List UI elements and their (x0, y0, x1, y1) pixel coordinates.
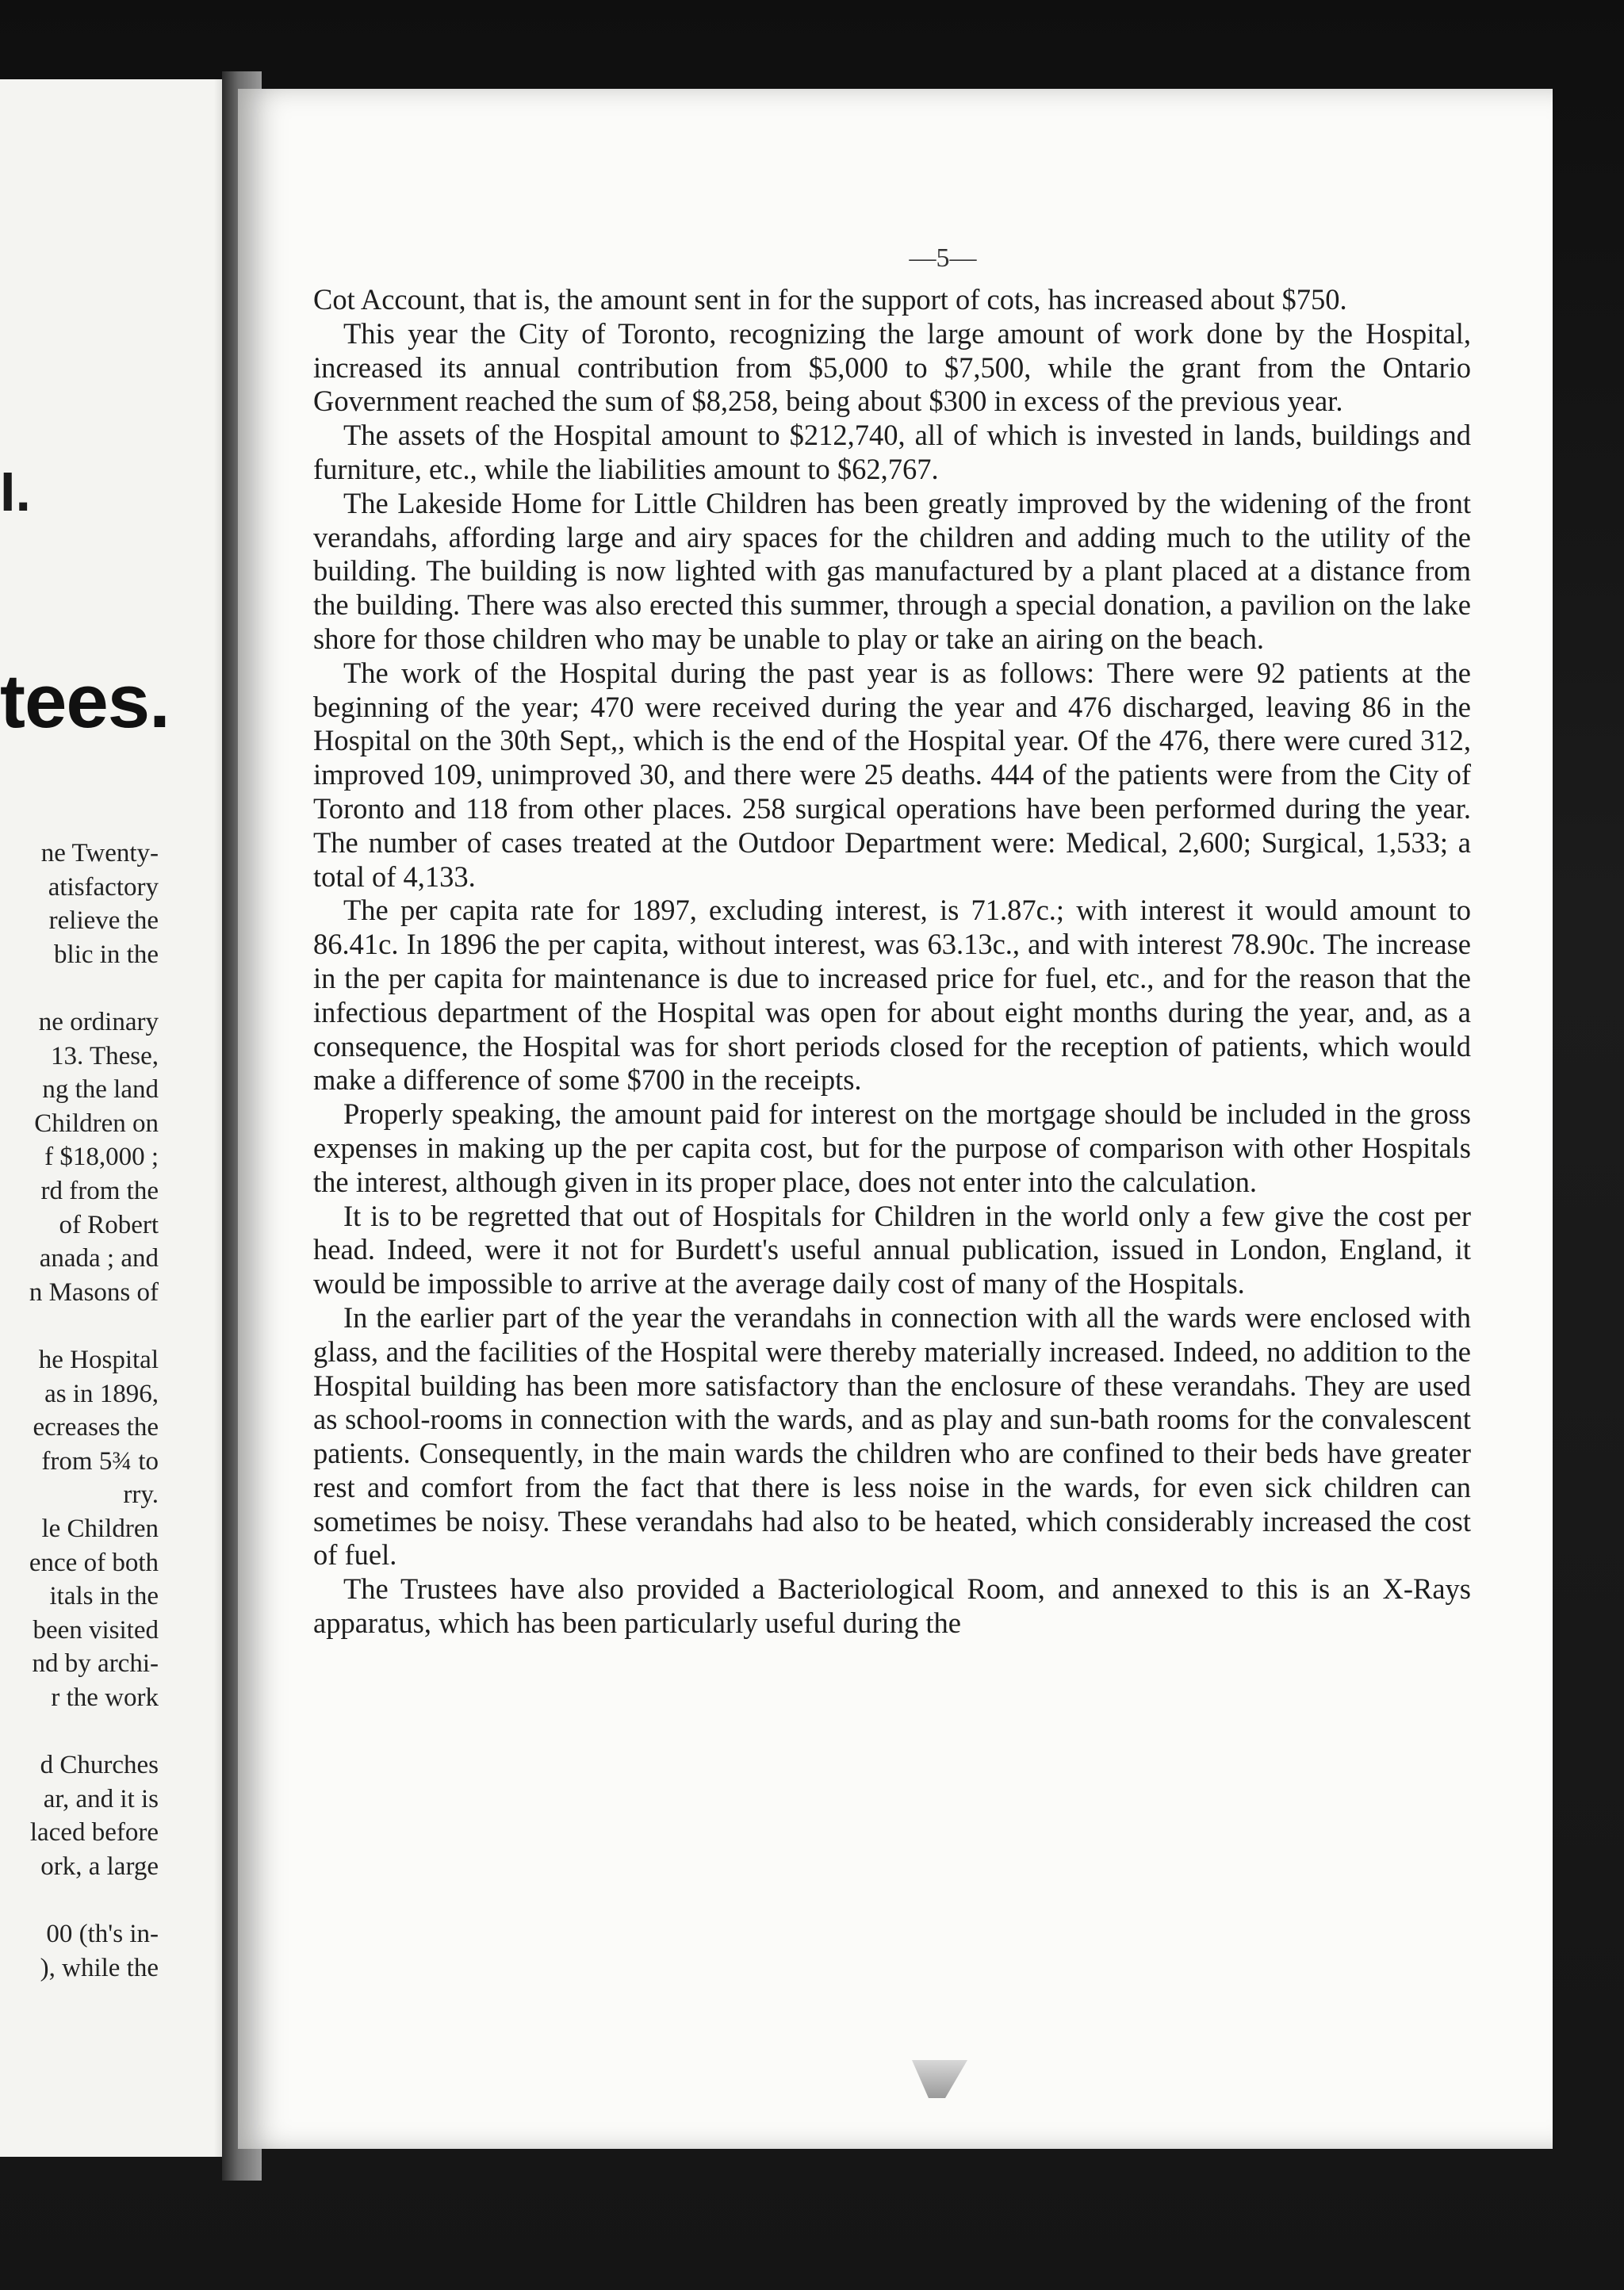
left-page-line: ne ordinary (38, 1008, 159, 1036)
left-page-line: ), while the (40, 1953, 159, 1982)
left-page-line: 00 (th's in- (46, 1920, 159, 1949)
paragraph: The Trustees have also provided a Bacteriological Room, and annexed to this is an X-Rays apparatus, which has been particularly useful during the (313, 1572, 1471, 1640)
left-page-line: r the work (51, 1683, 159, 1712)
paragraph: The Lakeside Home for Little Children has been greatly improved by the widening of the front verandahs, affording large and airy spaces for the children and adding much to the utility of the building. The building is now lighted with gas manufactured by a plant placed at a distance from the building. There was also erected this summer, through a special donation, a pavilion on the lake shore for those children who may be unable to play or take an airing on the beach. (313, 486, 1471, 655)
previous-page-fragment (0, 79, 238, 2157)
paragraph: This year the City of Toronto, recognizing the large amount of work done by the Hospital, increased its annual contribution from $5,000 to $7,500, while the grant from the Ontario Government reached the sum of $8,258, being about $300 in excess of the previous year. (313, 316, 1471, 418)
left-page-line: itals in the (49, 1582, 159, 1611)
left-page-line: rd from the (40, 1177, 159, 1205)
left-page-line: blic in the (54, 940, 159, 969)
paragraph: Properly speaking, the amount paid for interest on the mortgage should be included in the gross expenses in making up the per capita cost, but for the purpose of comparison with other Hospitals the interest, although given in its proper place, does not enter into the calculation. (313, 1097, 1471, 1198)
left-page-line: rry. (123, 1480, 159, 1510)
left-page-line: ar, and it is (43, 1784, 159, 1813)
page-body (313, 283, 1471, 1641)
left-heading-fragment: tees. (0, 659, 170, 744)
paragraph: Cot Account, that is, the amount sent in for the support of cots, has increased about $750. (313, 283, 1347, 316)
left-page-line: ence of both (29, 1548, 159, 1577)
left-page-line: as in 1896, (44, 1379, 159, 1408)
paragraph: In the earlier part of the year the verandahs in connection with all the wards were enclosed with glass, and the facilities of the Hospital were thereby materially increased. Indeed, no addition to the Hospital building has been more satisfactory than the enclosure of these verandahs. They are used as school-rooms in connection with the wards, and as play and sun-bath rooms for the convalescent patients. Consequently, in the main wards the children who are confined to their beds have greater rest and comfort from the fact that there is less noise in the wards, for even sick children can sometimes be noisy. These verandahs had also to be heated, which considerably increased the cost of fuel. (313, 1300, 1471, 1572)
left-page-line: d Churches (40, 1751, 159, 1780)
left-page-line: atisfactory (48, 872, 159, 902)
left-page-line: Children on (34, 1109, 159, 1138)
left-page-line: been visited (33, 1615, 159, 1645)
left-page-line: relieve the (48, 906, 159, 936)
left-page-line: le Children (41, 1515, 159, 1543)
left-page-line: of Robert (59, 1210, 159, 1239)
left-page-line: 13. These, (51, 1041, 159, 1070)
page-number: —5— (909, 243, 977, 273)
left-page-line: nd by archi- (32, 1649, 159, 1679)
left-page-line: from 5¾ to (41, 1446, 159, 1476)
left-heading-fragment-top: I. (0, 461, 31, 523)
left-page-line: anada ; and (39, 1244, 159, 1273)
left-page-line: he Hospital (38, 1346, 159, 1374)
left-page-line: f $18,000 ; (44, 1143, 159, 1172)
current-page (238, 89, 1553, 2149)
left-page-line: ecreases the (33, 1413, 159, 1442)
left-page-line: n Masons of (29, 1277, 159, 1307)
left-page-line: laced before (29, 1818, 159, 1848)
paragraph: The work of the Hospital during the past year is as follows: There were 92 patients at the beginning of the year; 470 were received during the year and 476 discharged, leaving 86 in the Hospital on the 30th Sept,, which is the end of the Hospital year. Of the 476, there were cured 312, improved 109, unimproved 30, and there were 25 deaths. 444 of the patients were from the City of Toronto and 118 from other places. 258 surgical operations have been performed during the year. The number of cases treated at the Outdoor Department were: Medical, 2,600; Surgical, 1,533; a total of 4,133. (313, 656, 1471, 893)
left-page-line: ng the land (42, 1075, 159, 1105)
paragraph: It is to be regretted that out of Hospitals for Children in the world only a few give the cost per head. Indeed, were it not for Burdett's useful annual publication, issued in London, England, it would be impossible to arrive at the average daily cost of many of the Hospitals. (313, 1199, 1471, 1300)
left-page-line: ne Twenty- (40, 839, 159, 867)
paragraph: The assets of the Hospital amount to $212,740, all of which is invested in lands, buildings and furniture, etc., while the liabilities amount to $62,767. (313, 419, 1471, 485)
left-page-line: ork, a large (40, 1852, 159, 1881)
paragraph: The per capita rate for 1897, excluding interest, is 71.87c.; with interest it would amount to 86.41c. In 1896 the per capita, without interest, was 63.13c., and with interest 78.90c. The increase in the per capita for maintenance is due to increased price for fuel, etc., and for the reason that the infectious department of the Hospital was open for about eight months during the year, and, as a consequence, the Hospital was for short periods closed for the reception of patients, which would make a difference of some $700 in the receipts. (313, 894, 1471, 1097)
